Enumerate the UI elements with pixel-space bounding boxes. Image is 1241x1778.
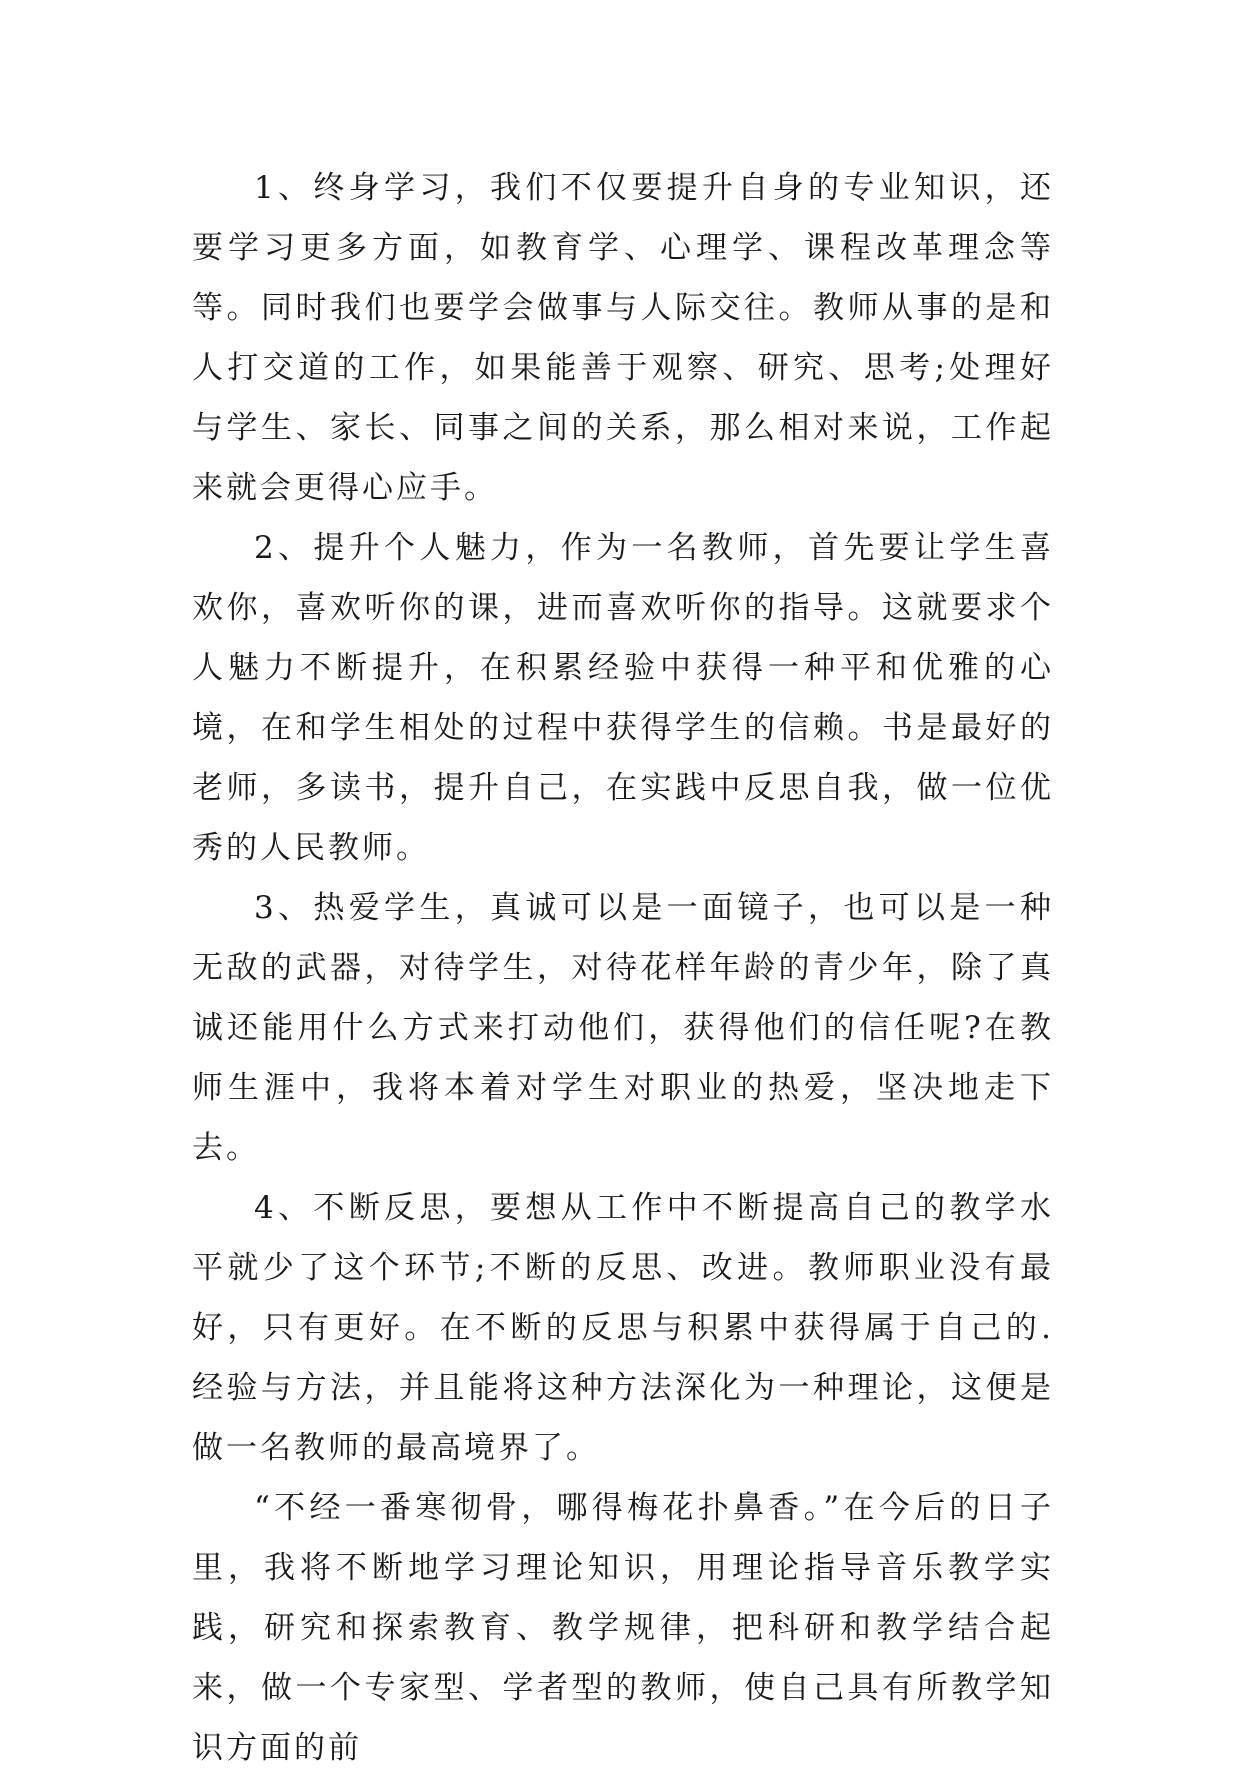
paragraph-reflection: 4、不断反思，要想从工作中不断提高自己的教学水平就少了这个环节;不断的反思、改进。教师职业没有最好，只有更好。在不断的反思与积累中获得属于自己的.经验与方法，并且能将这种方法深化为一种理论，这便是做一名教师的最高境界了。	[192, 1190, 1054, 1466]
paragraph-personal-charm: 2、提升个人魅力，作为一名教师，首先要让学生喜欢你，喜欢听你的课，进而喜欢听你的指导。这就要求个人魅力不断提升，在积累经验中获得一种平和优雅的心境，在和学生相处的过程中获得学生的信赖。书是最好的老师，多读书，提升自己，在实践中反思自我，做一位优秀的人民教师。	[192, 530, 1054, 866]
paragraph-conclusion: “不经一番寒彻骨，哪得梅花扑鼻香。”在今后的日子里，我将不断地学习理论知识，用理论指导音乐教学实践，研究和探索教育、教学规律，把科研和教学结合起来，做一个专家型、学者型的教师，使自己具有所教学知识方面的前	[192, 1490, 1054, 1766]
document-body	[192, 158, 1054, 1778]
paragraph-love-students: 3、热爱学生，真诚可以是一面镜子，也可以是一种无敌的武器，对待学生，对待花样年龄的青少年，除了真诚还能用什么方式来打动他们，获得他们的信任呢?在教师生涯中，我将本着对学生对职业的热爱，坚决地走下去。	[192, 890, 1054, 1166]
paragraph-lifelong-learning: 1、终身学习，我们不仅要提升自身的专业知识，还要学习更多方面，如教育学、心理学、课程改革理念等等。同时我们也要学会做事与人际交往。教师从事的是和人打交道的工作，如果能善于观察、研究、思考;处理好与学生、家长、同事之间的关系，那么相对来说，工作起来就会更得心应手。	[192, 170, 1054, 506]
